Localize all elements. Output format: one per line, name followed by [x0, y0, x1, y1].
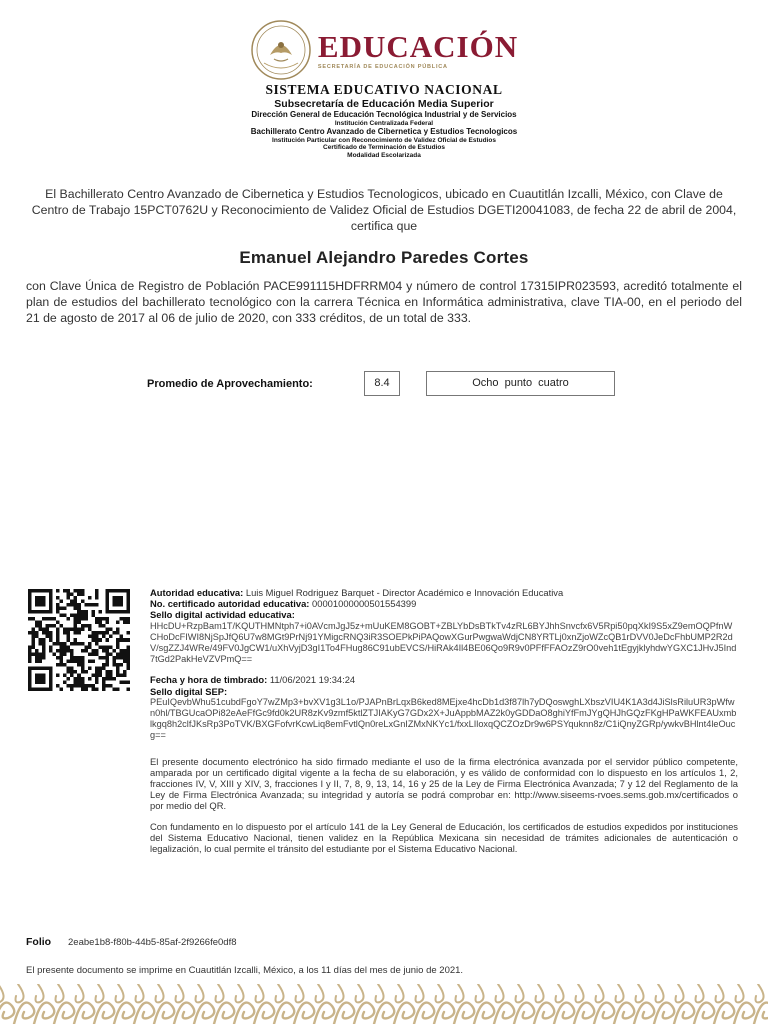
average-value: 8.4 — [364, 371, 400, 396]
verification-qr-code[interactable] — [28, 589, 130, 691]
folio-value: 2eabe1b8-f80b-44b5-85af-2f9266fe0df8 — [68, 937, 237, 948]
sello-actividad-value: HHcDU+RzpBam1T/KQUTHMNtph7+i0AVcmJgJ5z+mUuKEM8GOBT+ZBLYbDsBTkTv4zRL6BYJhhSnvcfx6V5Rpi50pqXkI9S5xZ9emOQPfnWCHoDcFIWI8NjSpJfQ6U7w8MGt9PrNj91YMigcRNQ3iR3SOEPkPiPAQowXGurPwgwaWdjCN8YRTLj0xnZjoWZcQB1rDVV0JeDcFhbUMP2R2dV/sgZZJ4WRe/49FV0JgCW1/uXhVyjD3gI1To4FHug86C91ubEVCS/HiRAk4Il4BE06Qo9R9v0PFfFFAOzZ9rO0veh1tEgyjklyhdwYGXC1JHvJ5Ind7tGd2PakHeVZVPmQ== — [150, 620, 737, 665]
subsecretaria: Subsecretaría de Educación Media Superior — [274, 97, 494, 110]
document-type: Certificado de Terminación de Estudios — [323, 144, 445, 152]
fecha-label: Fecha y hora de timbrado: — [150, 674, 268, 686]
legal-paragraph-1: El presente documento electrónico ha sido firmado mediante el uso de la firma electrónica avanzada por el servidor público competente, amparada por un certificado digital vigente a la fecha de su elaboración, y es válido de conformidad con lo dispuesto en los artículos 1, 2, fracciones IV, V, XIII y XIV, 3, fracciones I y II, 7, 8, 9, 13, 14, 16 y 25 de la Ley de Firma Electrónica Avanzada; 7 y 12 del Reglamento de la Ley de Firma Electrónica Avanzada; su integridad y autoría se podrá comprobar en: http://www.siseems-rvoes.sems.gob.mx/certificados o por medio del QR. — [150, 755, 738, 812]
rvoe-note: Institución Particular con Reconocimiento de Validez Oficial de Estudios — [272, 136, 496, 144]
institucion-tipo: Institución Centralizada Federal — [334, 119, 434, 127]
autoridad-label: Autoridad educativa: — [150, 587, 244, 598]
fecha-line — [150, 674, 738, 685]
cert-value: 00001000000501554399 — [312, 598, 417, 610]
autoridad-line — [150, 587, 738, 598]
folio — [26, 936, 237, 948]
sello-sep-label: Sello digital SEP: — [150, 685, 228, 697]
autoridad-value: Luis Miguel Rodriguez Barquet - Director Académico e Innovación Educativa — [245, 587, 564, 598]
logo-subtitle: SECRETARÍA DE EDUCACIÓN PÚBLICA — [317, 63, 448, 70]
system-name: SISTEMA EDUCATIVO NACIONAL — [265, 82, 503, 97]
average-row — [0, 371, 768, 397]
certification-paragraph: con Clave Única de Registro de Población PACE991115HDFRRM04 y número de control 17315IPR023593, acreditó totalmente el plan de estudios del bachillerato tecnológico con la carrera Técnica en Informática administrativa, clave TIA-00, en el periodo del 21 de agosto de 2017 al 06 de julio de 2020, con 333 créditos, de un total de 333. — [26, 279, 742, 325]
sello-sep-value: PEuIQevbWhu51cubdFgoY7wZMp3+bvXV1g3L1o/PJAPnBrLqxB6ked8MEjxe4hcDb1d3f87lh7yDQoswghLXbszVIU4K1A3d4JiSlsRiluUR3pWfwn0hl/TBGUcaOPi82eAeFfGc9fd0k2UR8zKv9zmf5ktlZTJIAKyG7GDx2X+JuAppbMAZ2k0yGDDaO8ghiYfFmJYgQHJhGQzFKgHPaWKFEAUxmblkgq8h2clfJKsRp3PoTVK/BXGFofvrKcwLiq8emFvtlQn0reLxGnIZMxNKYc1/fxxLIloxqQCZOzDr9w6PSYquknn8z/C1iQnyZGRp/ywkvBHlnt4leOucg== — [150, 696, 737, 741]
student-name: Emanuel Alejandro Paredes Cortes — [239, 248, 529, 267]
school-name: Bachillerato Centro Avanzado de Cibernetica y Estudios Tecnologicos — [250, 127, 518, 137]
legal-paragraph-2: Con fundamento en lo dispuesto por el artículo 141 de la Ley General de Educación, los certificados de estudios expedidos por instituciones del Sistema Educativo Nacional, tienen validez en la República Mexicana sin necesidad de trámites adicionales de autenticación o legalización, lo cual permite el tránsito del estudiante por el Sistema Educativo Nacional. — [150, 820, 738, 855]
printed-note: El presente documento se imprime en Cuautitlán Izcalli, México, a los 11 días del mes de junio de 2021. — [26, 965, 464, 976]
sep-logo — [0, 18, 768, 82]
average-label: Promedio de Aprovechamiento: — [147, 378, 313, 390]
digital-signature-block — [150, 587, 738, 854]
document-header — [0, 18, 768, 160]
cert-line — [150, 598, 738, 609]
sello-actividad-label: Sello digital actividad educativa: — [150, 609, 295, 621]
folio-label: Folio — [26, 936, 52, 948]
direccion-general: Dirección General de Educación Tecnológica Industrial y de Servicios — [251, 110, 517, 120]
average-in-words: Ocho punto cuatro — [426, 371, 615, 396]
national-seal-icon — [250, 19, 312, 81]
modalidad: Modalidad Escolarizada — [347, 152, 421, 160]
cert-label: No. certificado autoridad educativa: — [150, 598, 310, 610]
decorative-pattern-footer — [0, 984, 768, 1024]
logo-title: EDUCACIÓN — [317, 28, 519, 64]
intro-paragraph: El Bachillerato Centro Avanzado de Cibernetica y Estudios Tecnologicos, ubicado en Cuautitlán Izcalli, México, con Clave de Centro de Trabajo 15PCT0762U y Reconocimiento de Validez Oficial de Estudios DGETI20041083, de fecha 22 de abril de 2004, certifica que — [31, 187, 737, 233]
fecha-value: 11/06/2021 19:34:24 — [269, 674, 356, 686]
